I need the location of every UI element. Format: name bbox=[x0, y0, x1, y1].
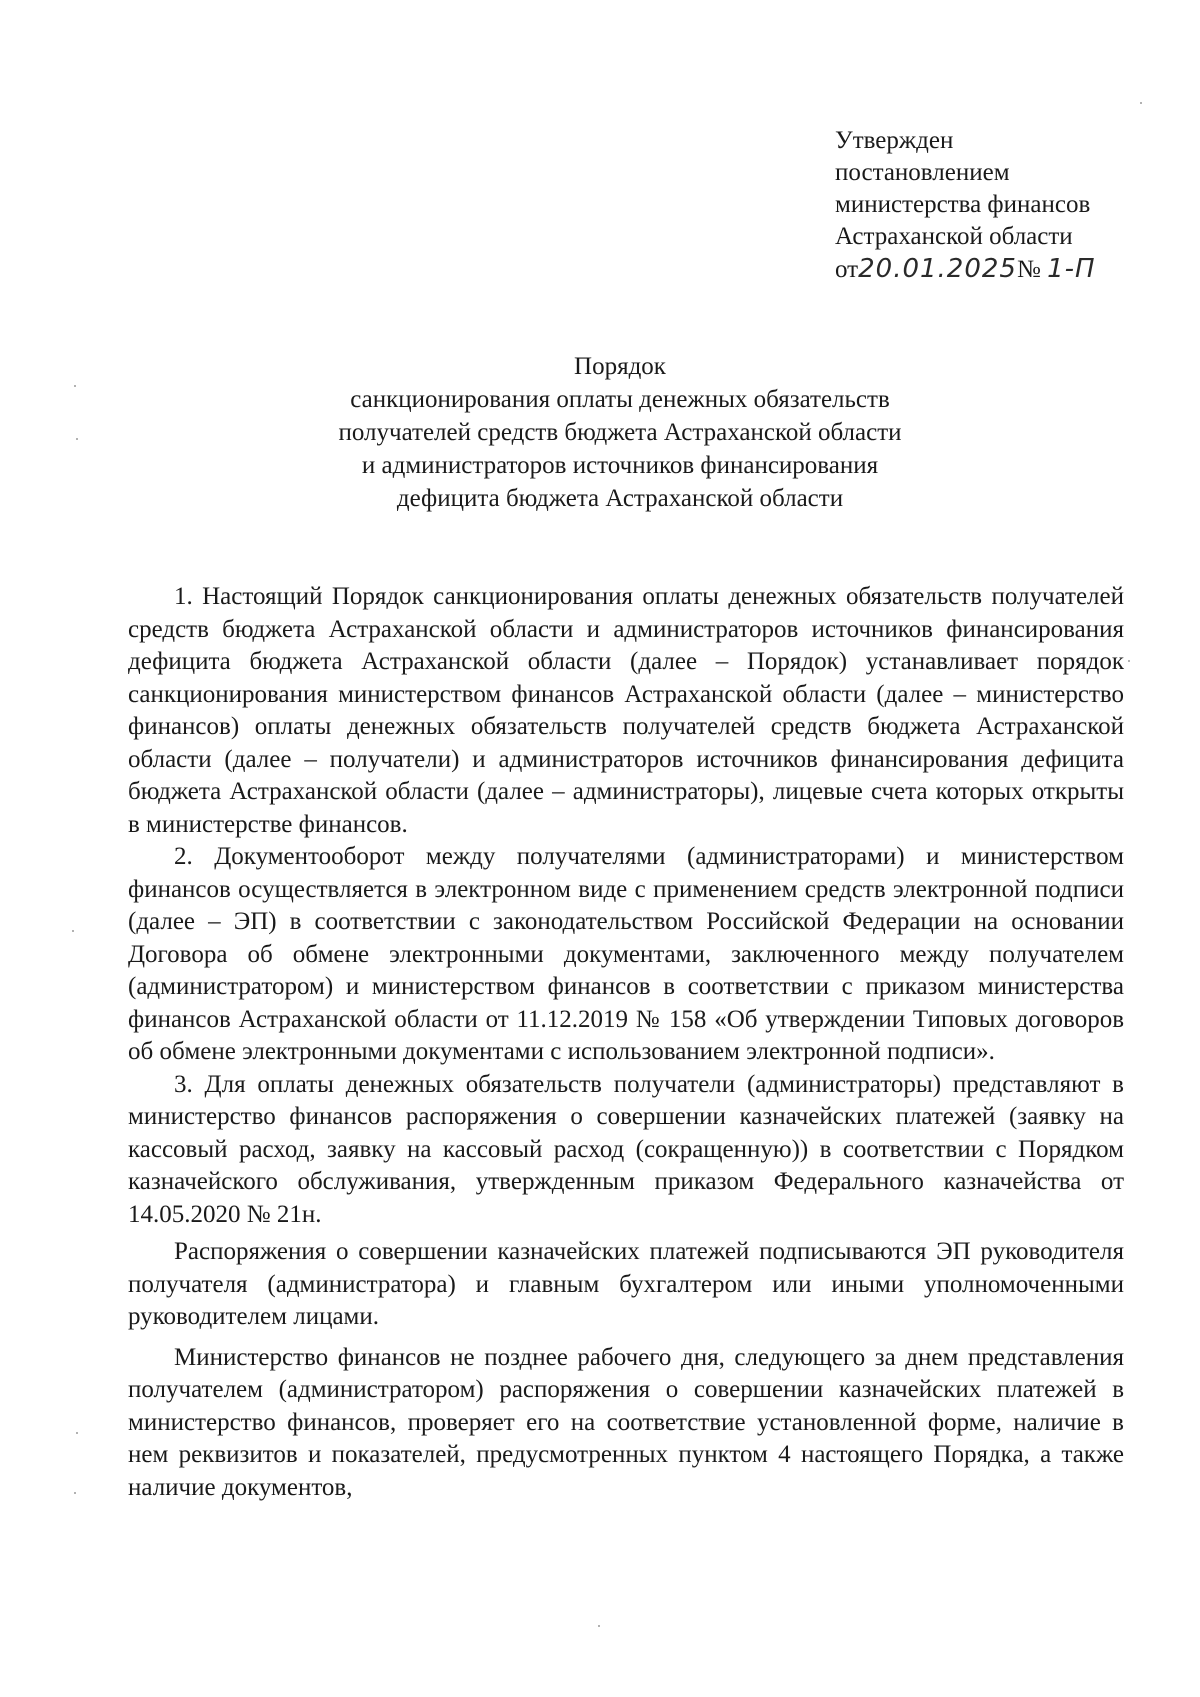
paragraph-2: 2. Документооборот между получателями (администраторами) и министерством финансов осуществляется в электронном виде с применением средств электронной подписи (далее – ЭП) в соответствии с законодательством Российской Федерации на основании Договора об обмене электронными документами, заключенного между получателем (администратором) и министерством финансов в соответствии с приказом министерства финансов Астраханской области от 11.12.2019 № 158 «Об утверждении Типовых договоров об обмене электронными документами с использованием электронной подписи». bbox=[128, 843, 1124, 1065]
title-line: Порядок bbox=[574, 353, 666, 380]
title-line: дефицита бюджета Астраханской области bbox=[396, 485, 844, 512]
scan-speck bbox=[598, 1625, 600, 1627]
scan-speck bbox=[74, 1492, 76, 1494]
title-line: и администраторов источников финансирования bbox=[361, 452, 879, 479]
number-label: № bbox=[1016, 256, 1041, 283]
title-line: получателей средств бюджета Астраханской области bbox=[338, 419, 902, 446]
document-title bbox=[180, 350, 1060, 515]
paragraph-4: Распоряжения о совершении казначейских платежей подписываются ЭП руководителя получателя (администратора) и главным бухгалтером или иными уполномоченными руководителем лицами. bbox=[128, 1238, 1124, 1330]
approval-line: Утвержден bbox=[835, 127, 954, 154]
approval-date-line bbox=[835, 253, 1096, 286]
handwritten-number: 1-П bbox=[1047, 254, 1096, 284]
from-label: от bbox=[835, 256, 859, 283]
approval-line: Астраханской области bbox=[835, 223, 1073, 250]
approval-stamp-block bbox=[835, 125, 1096, 286]
scan-speck bbox=[72, 930, 74, 932]
approval-line: постановлением bbox=[835, 159, 1010, 186]
scan-speck bbox=[76, 1432, 78, 1434]
paragraph-3: 3. Для оплаты денежных обязательств получатели (администраторы) представляют в министерство финансов распоряжения о совершении казначейских платежей (заявку на кассовый расход, заявку на кассовый расход (сокращенную)) в соответствии с Порядком казначейского обслуживания, утвержденным приказом Федерального казначейства от 14.05.2020 № 21н. bbox=[128, 1070, 1124, 1228]
scan-speck bbox=[74, 385, 76, 387]
scan-speck bbox=[1128, 660, 1130, 662]
title-line: санкционирования оплаты денежных обязательств bbox=[350, 386, 890, 413]
document-body bbox=[128, 581, 1124, 1504]
scan-speck bbox=[76, 438, 78, 440]
scan-speck bbox=[1140, 102, 1142, 104]
handwritten-date: 20.01.2025 bbox=[858, 254, 1017, 284]
paragraph-1: 1. Настоящий Порядок санкционирования оплаты денежных обязательств получателей средств бюджета Астраханской области и администраторов источников финансирования дефицита бюджета Астраханской области (далее – Порядок) устанавливает порядок санкционирования министерством финансов Астраханской области (далее – министерство финансов) оплаты денежных обязательств получателей средств бюджета Астраханской области (далее – получатели) и администраторов источников финансирования дефицита бюджета Астраханской области (далее – администраторы), лицевые счета которых открыты в министерстве финансов. bbox=[128, 583, 1124, 838]
approval-line: министерства финансов bbox=[835, 191, 1091, 218]
paragraph-5: Министерство финансов не позднее рабочего дня, следующего за днем представления получателем (администратором) распоряжения о совершении казначейских платежей в министерство финансов, проверяет его на соответствие установленной форме, наличие в нем реквизитов и показателей, предусмотренных пунктом 4 настоящего Порядка, а также наличие документов, bbox=[128, 1343, 1124, 1501]
